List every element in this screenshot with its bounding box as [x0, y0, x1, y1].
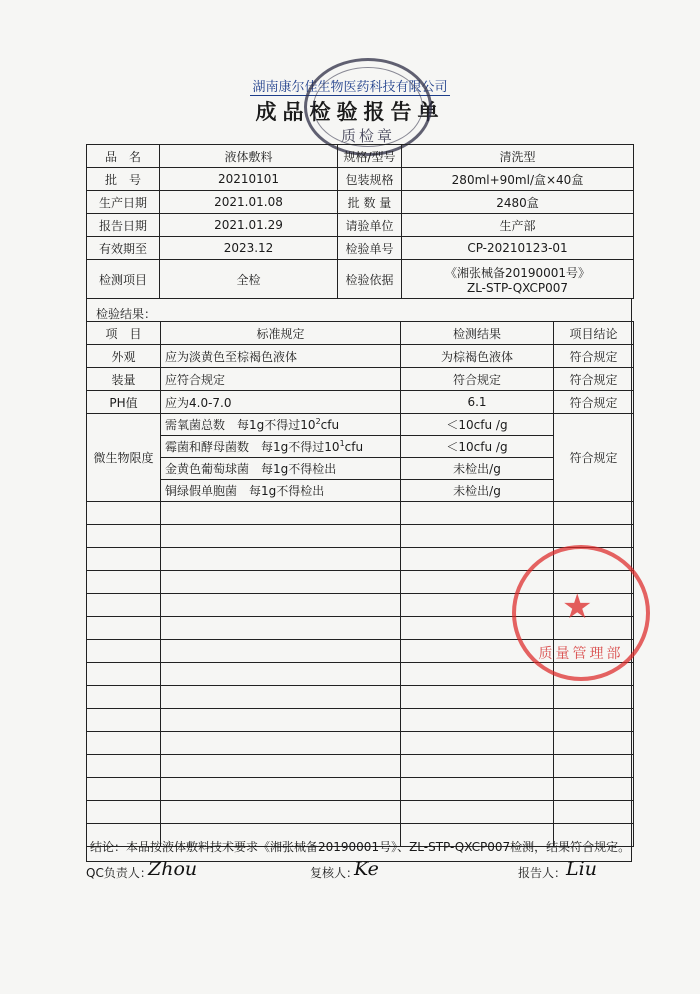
micro-limit: 每1g不得过10: [237, 418, 316, 432]
empty-cell: [401, 663, 554, 686]
info-label: 检测项目: [87, 260, 160, 299]
empty-cell: [401, 801, 554, 824]
info-row: [87, 260, 634, 299]
result-standard: 应为淡黄色至棕褐色液体: [161, 345, 401, 368]
result-standard: 应为4.0-7.0: [161, 391, 401, 414]
info-label: 报告日期: [87, 214, 160, 237]
info-label: 包装规格: [338, 168, 402, 191]
conclusion-text: 结论：本品按液体敷料技术要求《湘张械备20190001号》、ZL-STP-QXCP007检测，结果符合规定。: [90, 840, 631, 854]
empty-cell: [554, 709, 634, 732]
empty-cell: [87, 732, 161, 755]
empty-cell: [87, 525, 161, 548]
info-value: [402, 260, 634, 299]
result-row: [87, 368, 634, 391]
empty-cell: [401, 709, 554, 732]
empty-cell: [87, 640, 161, 663]
empty-cell: [554, 502, 634, 525]
micro-name: 金黄色葡萄球菌: [165, 462, 250, 476]
result-item: PH值: [87, 391, 161, 414]
info-value: 2021.01.29: [160, 214, 338, 237]
column-header: 标准规定: [161, 322, 401, 345]
micro-standard: [161, 458, 401, 480]
micro-item: 微生物限度: [87, 414, 161, 502]
micro-limit: 每1g不得检出: [261, 462, 337, 476]
info-label: 批 数 量: [338, 191, 402, 214]
empty-row: [87, 778, 634, 801]
info-label: 品 名: [87, 145, 160, 168]
empty-row: [87, 709, 634, 732]
qc-label: QC负责人：: [86, 866, 152, 880]
empty-cell: [401, 502, 554, 525]
report-signature: Liu: [566, 858, 597, 880]
micro-limit: 每1g不得检出: [249, 484, 325, 498]
micro-standard: [161, 480, 401, 502]
empty-cell: [161, 663, 401, 686]
info-row: [87, 191, 634, 214]
info-row: [87, 168, 634, 191]
micro-standard: [161, 436, 401, 458]
micro-row: [87, 436, 634, 458]
quality-department-red-stamp: ★ 质量管理部: [512, 545, 650, 681]
info-label: 规格/型号: [338, 145, 402, 168]
result-conclusion: 符合规定: [554, 391, 634, 414]
result-value: 符合规定: [401, 368, 554, 391]
micro-standard: [161, 414, 401, 436]
empty-cell: [87, 548, 161, 571]
product-info-table: [86, 144, 634, 299]
result-item: 装量: [87, 368, 161, 391]
empty-cell: [401, 778, 554, 801]
result-conclusion: 符合规定: [554, 368, 634, 391]
empty-row: [87, 732, 634, 755]
micro-row: [87, 414, 634, 436]
micro-name: 霉菌和酵母菌数: [165, 440, 250, 454]
empty-cell: [401, 732, 554, 755]
empty-cell: [161, 525, 401, 548]
empty-cell: [87, 686, 161, 709]
results-header-row: [87, 322, 634, 345]
info-value: 2480盒: [402, 191, 634, 214]
info-value: 清洗型: [402, 145, 634, 168]
empty-cell: [401, 686, 554, 709]
info-label: 检验单号: [338, 237, 402, 260]
empty-row: [87, 502, 634, 525]
micro-result: ＜10cfu /g: [401, 436, 554, 458]
info-value: 280ml+90ml/盒×40盒: [402, 168, 634, 191]
micro-result: ＜10cfu /g: [401, 414, 554, 436]
basis-line-1: 《湘张械备20190001号》: [444, 265, 591, 280]
result-row: [87, 391, 634, 414]
review-label: 复核人：: [310, 866, 359, 880]
empty-row: [87, 686, 634, 709]
page-title: 成品检验报告单: [255, 100, 445, 124]
empty-cell: [87, 755, 161, 778]
micro-result: 未检出/g: [401, 480, 554, 502]
info-value: 20210101: [160, 168, 338, 191]
empty-cell: [161, 732, 401, 755]
quality-inspection-stamp: 质检章: [304, 58, 432, 156]
info-value: 全检: [160, 260, 338, 299]
empty-cell: [554, 732, 634, 755]
info-label: 批 号: [87, 168, 160, 191]
empty-cell: [161, 502, 401, 525]
micro-unit: cfu: [344, 440, 364, 454]
empty-row: [87, 801, 634, 824]
result-standard: 应符合规定: [161, 368, 401, 391]
column-header: 项 目: [87, 322, 161, 345]
info-label: 检验依据: [338, 260, 402, 299]
empty-cell: [161, 548, 401, 571]
basis-line-2: ZL-STP-QXCP007: [466, 280, 569, 295]
empty-cell: [161, 755, 401, 778]
empty-cell: [87, 663, 161, 686]
empty-cell: [554, 686, 634, 709]
empty-row: [87, 525, 634, 548]
info-label: 请验单位: [338, 214, 402, 237]
micro-result: 未检出/g: [401, 458, 554, 480]
empty-cell: [161, 778, 401, 801]
micro-row: [87, 458, 634, 480]
result-item: 外观: [87, 345, 161, 368]
empty-cell: [161, 640, 401, 663]
info-value: 2021.01.08: [160, 191, 338, 214]
empty-cell: [87, 594, 161, 617]
column-header: 检测结果: [401, 322, 554, 345]
empty-cell: [161, 594, 401, 617]
info-value: 液体敷料: [160, 145, 338, 168]
results-label: 检验结果：: [96, 307, 157, 321]
micro-row: [87, 480, 634, 502]
review-signature: Ke: [354, 858, 379, 880]
micro-exponent: 2: [315, 417, 321, 426]
info-value: 生产部: [402, 214, 634, 237]
info-value: 2023.12: [160, 237, 338, 260]
qc-signature: Zhou: [148, 858, 198, 880]
micro-name: 铜绿假单胞菌: [165, 484, 238, 498]
company-name: 湖南康尔佳生物医药科技有限公司: [252, 80, 448, 95]
empty-cell: [87, 709, 161, 732]
column-header: 项目结论: [554, 322, 634, 345]
micro-unit: cfu: [320, 418, 340, 432]
info-row: [87, 237, 634, 260]
micro-conclusion: 符合规定: [554, 414, 634, 502]
empty-cell: [161, 709, 401, 732]
info-label: 生产日期: [87, 191, 160, 214]
info-value: CP-20210123-01: [402, 237, 634, 260]
empty-cell: [87, 801, 161, 824]
empty-cell: [161, 801, 401, 824]
result-value: 6.1: [401, 391, 554, 414]
empty-cell: [161, 571, 401, 594]
empty-row: [87, 755, 634, 778]
info-row: [87, 145, 634, 168]
empty-cell: [87, 502, 161, 525]
empty-cell: [87, 571, 161, 594]
empty-cell: [401, 525, 554, 548]
result-value: 为棕褐色液体: [401, 345, 554, 368]
report-label: 报告人：: [518, 866, 567, 880]
empty-cell: [554, 778, 634, 801]
micro-limit: 每1g不得过10: [261, 440, 340, 454]
empty-cell: [554, 755, 634, 778]
micro-exponent: 1: [339, 439, 345, 448]
micro-name: 需氧菌总数: [165, 418, 226, 432]
result-row: [87, 345, 634, 368]
result-conclusion: 符合规定: [554, 345, 634, 368]
empty-cell: [554, 525, 634, 548]
empty-cell: [554, 801, 634, 824]
empty-cell: [161, 686, 401, 709]
empty-cell: [87, 778, 161, 801]
info-label: 有效期至: [87, 237, 160, 260]
empty-cell: [87, 617, 161, 640]
empty-cell: [161, 617, 401, 640]
empty-cell: [401, 755, 554, 778]
star-icon: ★: [562, 587, 593, 627]
info-row: [87, 214, 634, 237]
